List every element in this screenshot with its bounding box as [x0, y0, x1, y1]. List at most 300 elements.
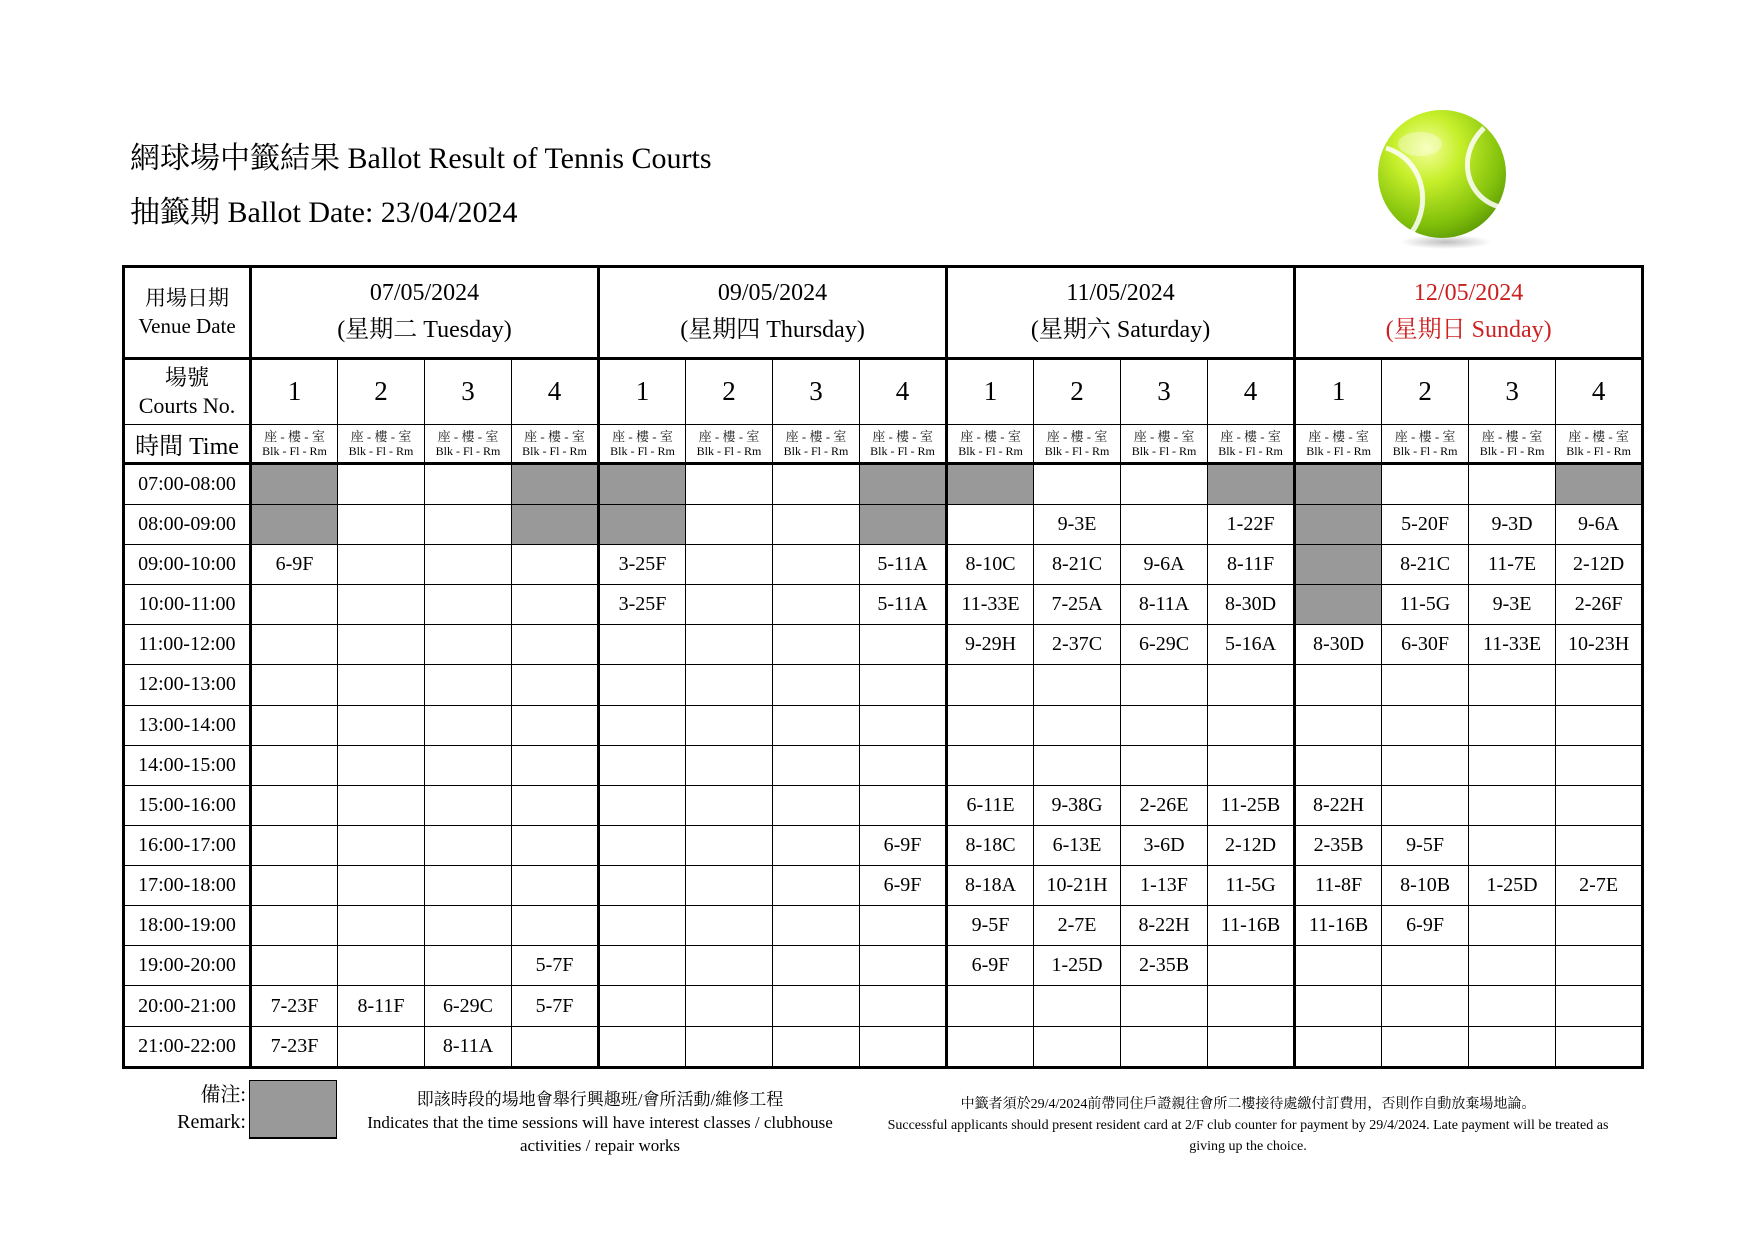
ballot-cell: [773, 866, 860, 906]
ballot-cell: 8-21C: [1382, 544, 1469, 584]
ballot-cell: 5-11A: [860, 544, 947, 584]
blocked-cell: [1295, 585, 1382, 625]
ballot-cell: 5-16A: [1208, 625, 1295, 665]
time-slot-row: [124, 625, 1643, 665]
ballot-cell: [947, 1026, 1034, 1067]
ballot-cell: [860, 986, 947, 1026]
ballot-cell: [773, 705, 860, 745]
ballot-cell: [1556, 785, 1643, 825]
unit-label-zh: 座 - 樓 - 室: [350, 428, 412, 444]
ballot-cell: 9-3E: [1469, 585, 1556, 625]
unit-label: [1295, 424, 1382, 463]
ballot-cell: [1382, 946, 1469, 986]
time-slot-label: 20:00-21:00: [124, 986, 251, 1026]
blocked-legend-swatch: [249, 1080, 337, 1139]
day-date: 09/05/2024: [717, 280, 828, 307]
unit-label-en: Blk - Fl - Rm: [435, 443, 501, 458]
ballot-cell: [251, 825, 338, 865]
ballot-cell: 1-25D: [1469, 866, 1556, 906]
ballot-cell: [686, 625, 773, 665]
date-header-row: [124, 267, 1643, 359]
ballot-cell: [860, 946, 947, 986]
ballot-cell: [860, 1026, 947, 1067]
ballot-cell: [251, 785, 338, 825]
unit-label: [860, 424, 947, 463]
ballot-cell: 6-13E: [1034, 825, 1121, 865]
ballot-cell: [338, 906, 425, 946]
ballot-cell: 8-21C: [1034, 544, 1121, 584]
time-slot-row: [124, 585, 1643, 625]
ballot-cell: [1034, 463, 1121, 504]
ballot-cell: [773, 745, 860, 785]
unit-label: [338, 424, 425, 463]
court-number: 3: [425, 358, 512, 424]
ballot-cell: [599, 986, 686, 1026]
ballot-cell: 6-9F: [860, 866, 947, 906]
blocked-cell: [947, 463, 1034, 504]
ballot-cell: [1121, 1026, 1208, 1067]
unit-label: [947, 424, 1034, 463]
ballot-cell: [338, 625, 425, 665]
courts-zh: 場號: [164, 364, 209, 390]
ballot-cell: 2-7E: [1556, 866, 1643, 906]
ballot-cell: 5-11A: [860, 585, 947, 625]
ballot-cell: [425, 825, 512, 865]
ballot-cell: [686, 463, 773, 504]
remark-label-en: Remark:: [177, 1111, 246, 1133]
unit-label: [1121, 424, 1208, 463]
ballot-cell: 11-16B: [1295, 906, 1382, 946]
ballot-cell: 10-23H: [1556, 625, 1643, 665]
blocked-cell: [1556, 463, 1643, 504]
ballot-cell: [599, 906, 686, 946]
ballot-cell: [599, 665, 686, 705]
ballot-cell: 11-7E: [1469, 544, 1556, 584]
ballot-cell: [1121, 504, 1208, 544]
unit-label-en: Blk - Fl - Rm: [1218, 443, 1283, 458]
ballot-cell: [773, 665, 860, 705]
time-slot-row: [124, 544, 1643, 584]
venue-date-header: [124, 267, 251, 359]
time-slot-row: [124, 906, 1643, 946]
ballot-cell: 2-12D: [1208, 825, 1295, 865]
ballot-cell: 1-25D: [1034, 946, 1121, 986]
ballot-cell: [947, 745, 1034, 785]
ballot-cell: [1121, 463, 1208, 504]
unit-label: [425, 424, 512, 463]
time-slot-row: [124, 946, 1643, 986]
unit-label-en: Blk - Fl - Rm: [696, 443, 762, 458]
ballot-cell: [425, 906, 512, 946]
ballot-cell: [1382, 463, 1469, 504]
ballot-cell: 10-21H: [1034, 866, 1121, 906]
ballot-cell: [860, 906, 947, 946]
ballot-cell: [512, 825, 599, 865]
blocked-legend-text: [345, 1088, 855, 1157]
ballot-cell: [425, 745, 512, 785]
time-slot-label: 10:00-11:00: [124, 585, 251, 625]
ballot-cell: [425, 946, 512, 986]
ballot-cell: [1208, 745, 1295, 785]
unit-label-zh: 座 - 樓 - 室: [264, 428, 325, 444]
page-title: 網球場中籤結果 Ballot Result of Tennis Courts: [130, 142, 712, 175]
ballot-cell: [1556, 946, 1643, 986]
ballot-cell: [1469, 1026, 1556, 1067]
ballot-cell: [512, 585, 599, 625]
unit-label-zh: 座 - 樓 - 室: [524, 428, 585, 444]
courts-no-header: [124, 358, 251, 424]
ballot-cell: [1469, 785, 1556, 825]
ballot-cell: [251, 705, 338, 745]
ballot-cell: 8-22H: [1121, 906, 1208, 946]
day-weekday: (星期日 Sunday): [1385, 317, 1552, 344]
time-slot-row: [124, 745, 1643, 785]
ballot-cell: 5-7F: [512, 986, 599, 1026]
ballot-cell: [599, 825, 686, 865]
ballot-cell: 8-30D: [1295, 625, 1382, 665]
ballot-cell: [599, 946, 686, 986]
ballot-cell: [1034, 705, 1121, 745]
ballot-cell: [512, 906, 599, 946]
time-slot-label: 13:00-14:00: [124, 705, 251, 745]
ballot-cell: [1295, 1026, 1382, 1067]
ballot-cell: [1556, 986, 1643, 1026]
ballot-cell: 8-11F: [338, 986, 425, 1026]
ballot-cell: [512, 1026, 599, 1067]
ballot-cell: [686, 705, 773, 745]
ballot-cell: [1469, 665, 1556, 705]
ballot-cell: [599, 785, 686, 825]
time-slot-row: [124, 1026, 1643, 1067]
ballot-cell: 9-6A: [1121, 544, 1208, 584]
ballot-cell: [1121, 705, 1208, 745]
court-number: 2: [686, 358, 773, 424]
time-slot-label: 07:00-08:00: [124, 463, 251, 504]
ballot-cell: [425, 785, 512, 825]
ballot-cell: 11-8F: [1295, 866, 1382, 906]
ballot-cell: [512, 625, 599, 665]
ballot-cell: [512, 544, 599, 584]
ballot-cell: 11-25B: [1208, 785, 1295, 825]
blocked-cell: [599, 504, 686, 544]
ballot-cell: [947, 705, 1034, 745]
remark-label: [160, 1082, 246, 1136]
ballot-cell: [1295, 745, 1382, 785]
unit-label-zh: 座 - 樓 - 室: [785, 428, 847, 444]
ballot-cell: [1208, 986, 1295, 1026]
ballot-cell: [512, 866, 599, 906]
ballot-table: [122, 265, 1644, 1069]
ballot-cell: [1382, 1026, 1469, 1067]
unit-label-en: Blk - Fl - Rm: [262, 443, 327, 458]
unit-label: [1469, 424, 1556, 463]
remark-label-zh: 備注:: [200, 1084, 246, 1106]
ballot-date: 抽籤期 Ballot Date: 23/04/2024: [130, 196, 518, 229]
court-number: 2: [1382, 358, 1469, 424]
ballot-cell: [686, 946, 773, 986]
unit-label: [1034, 424, 1121, 463]
unit-label-zh: 座 - 樓 - 室: [1481, 428, 1543, 444]
ballot-cell: [425, 866, 512, 906]
time-slot-label: 16:00-17:00: [124, 825, 251, 865]
ballot-cell: [686, 544, 773, 584]
ballot-cell: [686, 665, 773, 705]
unit-label-zh: 座 - 樓 - 室: [1220, 428, 1281, 444]
unit-label-en: Blk - Fl - Rm: [1044, 443, 1110, 458]
ballot-cell: [773, 986, 860, 1026]
ballot-cell: [1295, 946, 1382, 986]
ballot-cell: [338, 1026, 425, 1067]
time-header: 時間 Time: [124, 424, 251, 463]
unit-label-zh: 座 - 樓 - 室: [1308, 428, 1369, 444]
unit-label-zh: 座 - 樓 - 室: [1394, 428, 1456, 444]
ballot-cell: [425, 665, 512, 705]
ballot-cell: [512, 705, 599, 745]
ballot-cell: [338, 544, 425, 584]
ballot-cell: [251, 585, 338, 625]
ballot-cell: 6-9F: [947, 946, 1034, 986]
ballot-cell: [1208, 665, 1295, 705]
ballot-cell: 6-9F: [1382, 906, 1469, 946]
unit-label-en: Blk - Fl - Rm: [1566, 443, 1631, 458]
day-header: [947, 267, 1295, 359]
ballot-cell: [686, 866, 773, 906]
blocked-cell: [1295, 544, 1382, 584]
ballot-cell: [1034, 665, 1121, 705]
blocked-cell: [512, 504, 599, 544]
time-slot-label: 15:00-16:00: [124, 785, 251, 825]
ballot-cell: [773, 585, 860, 625]
ballot-cell: [599, 866, 686, 906]
unit-label-zh: 座 - 樓 - 室: [1046, 428, 1108, 444]
payment-note-en: Successful applicants should present resident card at 2/F club counter for payment by 29/4/2024. Late payment will be treated as giving up the choice.: [887, 1118, 1609, 1154]
unit-label-en: Blk - Fl - Rm: [870, 443, 935, 458]
ballot-cell: [599, 1026, 686, 1067]
ballot-cell: [773, 1026, 860, 1067]
ballot-cell: [947, 504, 1034, 544]
ballot-cell: [1034, 986, 1121, 1026]
ballot-cell: [1556, 906, 1643, 946]
ballot-cell: [599, 705, 686, 745]
ballot-cell: [251, 946, 338, 986]
ballot-cell: 8-10B: [1382, 866, 1469, 906]
ballot-cell: 9-5F: [1382, 825, 1469, 865]
ballot-cell: 7-23F: [251, 986, 338, 1026]
ballot-cell: [1208, 1026, 1295, 1067]
ballot-cell: 8-11A: [1121, 585, 1208, 625]
ballot-cell: 8-18C: [947, 825, 1034, 865]
court-number: 1: [599, 358, 686, 424]
time-slot-label: 08:00-09:00: [124, 504, 251, 544]
ballot-cell: [1469, 825, 1556, 865]
ballot-cell: 5-7F: [512, 946, 599, 986]
blocked-cell: [1295, 463, 1382, 504]
unit-label-en: Blk - Fl - Rm: [1306, 443, 1371, 458]
blocked-cell: [251, 463, 338, 504]
time-slot-label: 21:00-22:00: [124, 1026, 251, 1067]
ballot-cell: [1382, 745, 1469, 785]
ballot-cell: [947, 986, 1034, 1026]
ballot-cell: [773, 544, 860, 584]
payment-note-zh: 中籤者須於29/4/2024前帶同住戶證親往會所二樓接待處繳付訂費用，否則作自動放棄場地論。: [960, 1097, 1536, 1112]
ballot-cell: [1208, 705, 1295, 745]
ballot-cell: [686, 585, 773, 625]
ballot-cell: 6-11E: [947, 785, 1034, 825]
ballot-cell: 3-25F: [599, 544, 686, 584]
day-weekday: (星期二 Tuesday): [337, 317, 512, 344]
ballot-cell: [425, 585, 512, 625]
ballot-cell: [1382, 785, 1469, 825]
court-number: 2: [1034, 358, 1121, 424]
time-slot-row: [124, 504, 1643, 544]
ballot-cell: [338, 745, 425, 785]
ballot-cell: [1295, 665, 1382, 705]
ballot-cell: [1469, 906, 1556, 946]
ballot-cell: [1469, 986, 1556, 1026]
ballot-cell: [251, 906, 338, 946]
ballot-cell: 9-6A: [1556, 504, 1643, 544]
blocked-cell: [512, 463, 599, 504]
unit-label: [773, 424, 860, 463]
ballot-cell: 8-11F: [1208, 544, 1295, 584]
ballot-cell: [425, 544, 512, 584]
ballot-cell: [686, 1026, 773, 1067]
venue-date-en: Venue Date: [138, 314, 236, 339]
ballot-cell: [1469, 463, 1556, 504]
ballot-cell: [773, 504, 860, 544]
ballot-cell: [599, 745, 686, 785]
ballot-cell: [1556, 745, 1643, 785]
blocked-legend-en: Indicates that the time sessions will have interest classes / clubhouse activities / repair works: [367, 1113, 833, 1155]
ballot-cell: [338, 825, 425, 865]
payment-note: [868, 1094, 1628, 1157]
ballot-cell: [1556, 1026, 1643, 1067]
time-slot-row: [124, 665, 1643, 705]
unit-label-en: Blk - Fl - Rm: [1392, 443, 1458, 458]
ballot-cell: [1556, 825, 1643, 865]
blocked-cell: [860, 463, 947, 504]
ballot-cell: 1-22F: [1208, 504, 1295, 544]
unit-label: [599, 424, 686, 463]
time-slot-label: 12:00-13:00: [124, 665, 251, 705]
blocked-cell: [1208, 463, 1295, 504]
blocked-cell: [1295, 504, 1382, 544]
ballot-cell: 9-3E: [1034, 504, 1121, 544]
court-number: 3: [1469, 358, 1556, 424]
court-number: 1: [947, 358, 1034, 424]
ballot-cell: [686, 785, 773, 825]
courts-en: Courts No.: [138, 392, 236, 418]
ballot-cell: [338, 946, 425, 986]
ballot-cell: 8-22H: [1295, 785, 1382, 825]
unit-label: [251, 424, 338, 463]
ballot-table-body: [124, 267, 1643, 1068]
ballot-cell: 1-13F: [1121, 866, 1208, 906]
ballot-cell: 2-26E: [1121, 785, 1208, 825]
ballot-cell: [860, 785, 947, 825]
ballot-cell: [686, 986, 773, 1026]
court-number: 4: [860, 358, 947, 424]
courts-header-row: [124, 358, 1643, 424]
ballot-cell: [425, 463, 512, 504]
ballot-cell: [773, 463, 860, 504]
day-date: 11/05/2024: [1066, 280, 1175, 307]
unit-label-zh: 座 - 樓 - 室: [1133, 428, 1195, 444]
ballot-cell: [1469, 946, 1556, 986]
ballot-cell: [251, 625, 338, 665]
ballot-cell: [686, 745, 773, 785]
ballot-cell: [1295, 986, 1382, 1026]
blocked-legend-zh: 即該時段的場地會舉行興趣班/會所活動/維修工程: [416, 1090, 784, 1109]
blocked-cell: [599, 463, 686, 504]
ballot-cell: 8-10C: [947, 544, 1034, 584]
ballot-cell: 2-26F: [1556, 585, 1643, 625]
unit-label-en: Blk - Fl - Rm: [783, 443, 849, 458]
ballot-cell: [1121, 745, 1208, 785]
ballot-cell: [773, 946, 860, 986]
ballot-cell: 11-5G: [1208, 866, 1295, 906]
ballot-cell: [1121, 986, 1208, 1026]
ballot-cell: [773, 625, 860, 665]
ballot-cell: 6-29C: [425, 986, 512, 1026]
ballot-cell: [860, 625, 947, 665]
ballot-cell: [338, 585, 425, 625]
ballot-cell: 7-23F: [251, 1026, 338, 1067]
unit-label-zh: 座 - 樓 - 室: [1568, 428, 1629, 444]
unit-label-en: Blk - Fl - Rm: [1479, 443, 1545, 458]
court-number: 2: [338, 358, 425, 424]
ballot-cell: [1469, 745, 1556, 785]
unit-header-row: [124, 424, 1643, 463]
ballot-cell: 3-6D: [1121, 825, 1208, 865]
ballot-cell: 2-7E: [1034, 906, 1121, 946]
day-header: [599, 267, 947, 359]
venue-date-zh: 用場日期: [145, 286, 229, 311]
court-number: 4: [1556, 358, 1643, 424]
ballot-cell: [251, 745, 338, 785]
day-date: 07/05/2024: [369, 280, 480, 307]
ballot-cell: [860, 705, 947, 745]
ballot-cell: [425, 504, 512, 544]
ballot-cell: 9-29H: [947, 625, 1034, 665]
ballot-cell: [773, 785, 860, 825]
day-date: 12/05/2024: [1413, 280, 1524, 307]
unit-label-zh: 座 - 樓 - 室: [437, 428, 499, 444]
ballot-cell: 8-11A: [425, 1026, 512, 1067]
ballot-cell: [338, 866, 425, 906]
ballot-cell: [1121, 665, 1208, 705]
time-slot-label: 11:00-12:00: [124, 625, 251, 665]
court-number: 1: [251, 358, 338, 424]
ballot-cell: 6-30F: [1382, 625, 1469, 665]
time-slot-label: 18:00-19:00: [124, 906, 251, 946]
unit-label-zh: 座 - 樓 - 室: [698, 428, 760, 444]
ballot-cell: 2-35B: [1121, 946, 1208, 986]
ballot-cell: [251, 866, 338, 906]
time-slot-label: 17:00-18:00: [124, 866, 251, 906]
ballot-cell: 3-25F: [599, 585, 686, 625]
ballot-cell: 11-5G: [1382, 585, 1469, 625]
time-slot-label: 09:00-10:00: [124, 544, 251, 584]
ballot-cell: [425, 625, 512, 665]
ballot-cell: 11-16B: [1208, 906, 1295, 946]
unit-label: [1208, 424, 1295, 463]
ballot-cell: [338, 705, 425, 745]
time-slot-row: [124, 785, 1643, 825]
ballot-cell: 2-37C: [1034, 625, 1121, 665]
ballot-cell: [1034, 1026, 1121, 1067]
ballot-cell: [686, 504, 773, 544]
